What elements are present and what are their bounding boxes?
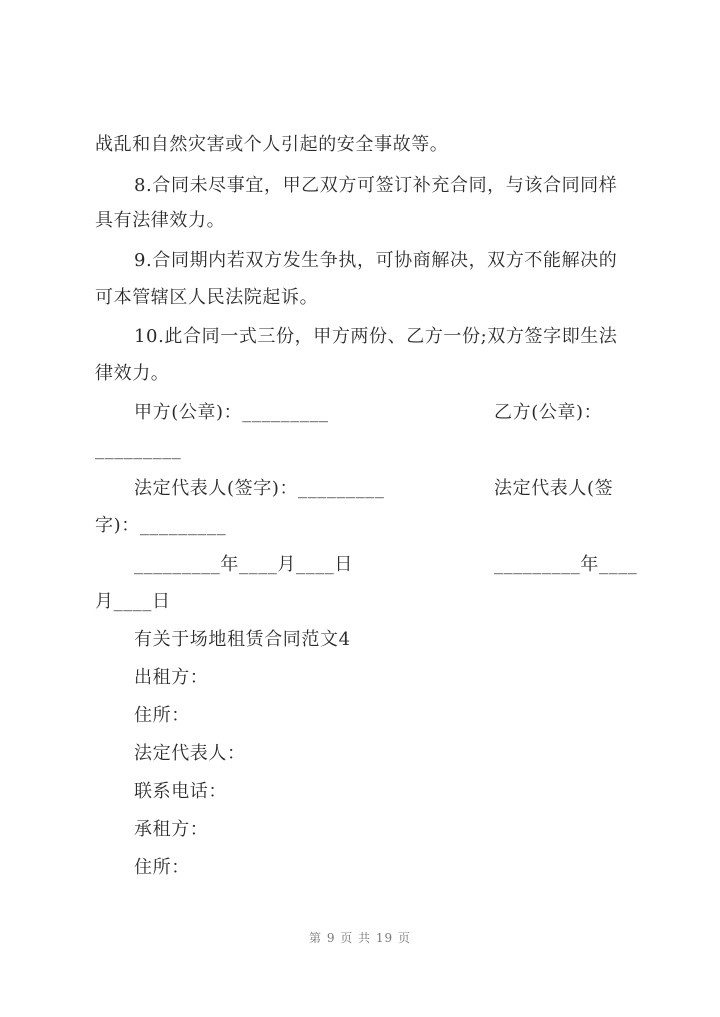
- section-title: 有关于场地租赁合同范文4: [134, 629, 351, 650]
- clause-continuation: 战乱和自然灾害或个人引起的安全事故等。: [95, 134, 449, 155]
- party-b-date-line: _________年____: [494, 554, 638, 575]
- lessee-address-label: 住所：: [134, 857, 190, 878]
- party-b-seal-blank: _________: [95, 439, 182, 460]
- clause-9-line-2: 可本管辖区人民法院起诉。: [95, 287, 319, 308]
- lessor-address-label: 住所：: [134, 705, 190, 726]
- party-a-seal-line: 甲方(公章)：_________: [134, 402, 329, 423]
- party-b-seal-label: 乙方(公章)：: [494, 402, 603, 423]
- clause-10-line-2: 律效力。: [95, 363, 170, 384]
- page-footer: 第 9 页 共 19 页: [309, 931, 411, 945]
- lessee-label: 承租方：: [134, 819, 209, 840]
- contact-phone-label: 联系电话：: [134, 781, 227, 802]
- party-b-date-continuation: 月____日: [95, 591, 171, 612]
- lessor-label: 出租方：: [134, 667, 209, 688]
- party-a-representative-line: 法定代表人(签字)：_________: [134, 478, 385, 499]
- party-a-date-line: _________年____月____日: [134, 554, 353, 575]
- party-b-representative-label: 法定代表人(签: [494, 478, 614, 499]
- clause-10-line-1: 10.此合同一式三份，甲方两份、乙方一份;双方签字即生法: [134, 326, 618, 347]
- legal-representative-label: 法定代表人：: [134, 743, 246, 764]
- party-b-representative-blank: 字)：_________: [95, 515, 227, 536]
- clause-8-line-1: 8.合同未尽事宜，甲乙双方可签订补充合同，与该合同同样: [134, 175, 618, 196]
- clause-8-line-2: 具有法律效力。: [95, 210, 226, 231]
- clause-9-line-1: 9.合同期内若双方发生争执，可协商解决，双方不能解决的: [134, 250, 618, 271]
